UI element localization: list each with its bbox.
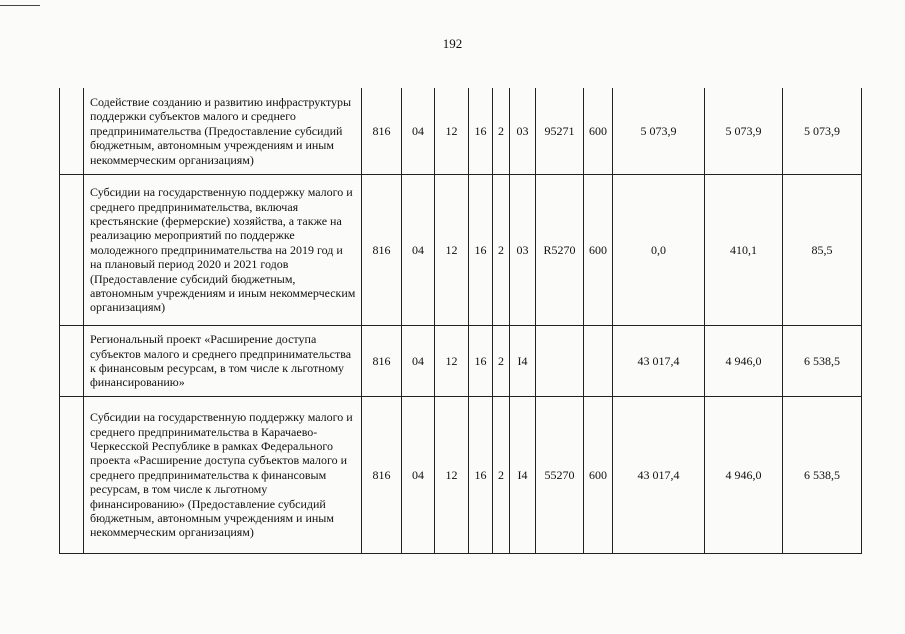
row-marker-cell — [60, 397, 84, 554]
target-code: R5270 — [536, 175, 584, 326]
table-row — [60, 326, 862, 397]
description-cell: Региональный проект «Расширение доступа субъектов малого и среднего предпринимательства к финансовым ресурсам, в том числе к льготному финансированию» — [84, 326, 362, 397]
subprogram-code: 2 — [493, 175, 510, 326]
sum-2019: 0,0 — [613, 175, 705, 326]
subprogram-code: 2 — [493, 397, 510, 554]
subsection-code: 12 — [435, 175, 469, 326]
sum-2021: 6 538,5 — [783, 326, 862, 397]
row-marker-cell — [60, 326, 84, 397]
sum-2019: 43 017,4 — [613, 326, 705, 397]
target-code: 55270 — [536, 397, 584, 554]
sum-2020: 5 073,9 — [705, 88, 783, 175]
subprogram-code: 2 — [493, 326, 510, 397]
sum-2020: 4 946,0 — [705, 326, 783, 397]
description-cell: Субсидии на государственную поддержку малого и среднего предпринимательства в Карачаево-Черкесской Республике в рамках Федерального проекта «Расширение доступа субъектов малого и среднего предпринимательства к финансовым ресурсам, в том числе к льготному финансированию» (Предоставление субсидий бюджетным, автономным учреждениям и иным некоммерческим организациям) — [84, 397, 362, 554]
sum-2019: 43 017,4 — [613, 397, 705, 554]
program-code: 16 — [469, 326, 493, 397]
ministry-code: 816 — [362, 326, 402, 397]
sum-2021: 6 538,5 — [783, 397, 862, 554]
sum-2020: 4 946,0 — [705, 397, 783, 554]
target-code — [536, 326, 584, 397]
activity-code: 03 — [510, 175, 536, 326]
expense-type-code: 600 — [584, 175, 613, 326]
sum-2021: 5 073,9 — [783, 88, 862, 175]
program-code: 16 — [469, 175, 493, 326]
row-marker-cell — [60, 175, 84, 326]
activity-code: I4 — [510, 326, 536, 397]
activity-code: I4 — [510, 397, 536, 554]
subsection-code: 12 — [435, 88, 469, 175]
table-row — [60, 397, 862, 554]
sum-2019: 5 073,9 — [613, 88, 705, 175]
subsection-code: 12 — [435, 397, 469, 554]
subsection-code: 12 — [435, 326, 469, 397]
expense-type-code: 600 — [584, 88, 613, 175]
table-row — [60, 88, 862, 175]
description-cell: Субсидии на государственную поддержку малого и среднего предпринимательства, включая крестьянские (фермерские) хозяйства, а также на реализацию мероприятий по поддержке молодежного предпринимательства на 2019 год и на плановый период 2020 и 2021 годов (Предоставление субсидий бюджетным, автономным учреждениям и иным некоммерческим организациям) — [84, 175, 362, 326]
budget-table — [59, 88, 862, 554]
ministry-code: 816 — [362, 88, 402, 175]
subprogram-code: 2 — [493, 88, 510, 175]
page-number: 192 — [442, 36, 463, 51]
sum-2020: 410,1 — [705, 175, 783, 326]
expense-type-code: 600 — [584, 397, 613, 554]
table-row — [60, 175, 862, 326]
activity-code: 03 — [510, 88, 536, 175]
ministry-code: 816 — [362, 175, 402, 326]
section-code: 04 — [402, 397, 435, 554]
scan-corner-mark — [0, 0, 40, 6]
program-code: 16 — [469, 88, 493, 175]
expense-type-code — [584, 326, 613, 397]
section-code: 04 — [402, 326, 435, 397]
section-code: 04 — [402, 175, 435, 326]
ministry-code: 816 — [362, 397, 402, 554]
sum-2021: 85,5 — [783, 175, 862, 326]
target-code: 95271 — [536, 88, 584, 175]
description-cell: Содействие созданию и развитию инфраструктуры поддержки субъектов малого и среднего предпринимательства (Предоставление субсидий бюджетным, автономным учреждениям и иным некоммерческим организациям) — [84, 88, 362, 175]
program-code: 16 — [469, 397, 493, 554]
row-marker-cell — [60, 88, 84, 175]
section-code: 04 — [402, 88, 435, 175]
